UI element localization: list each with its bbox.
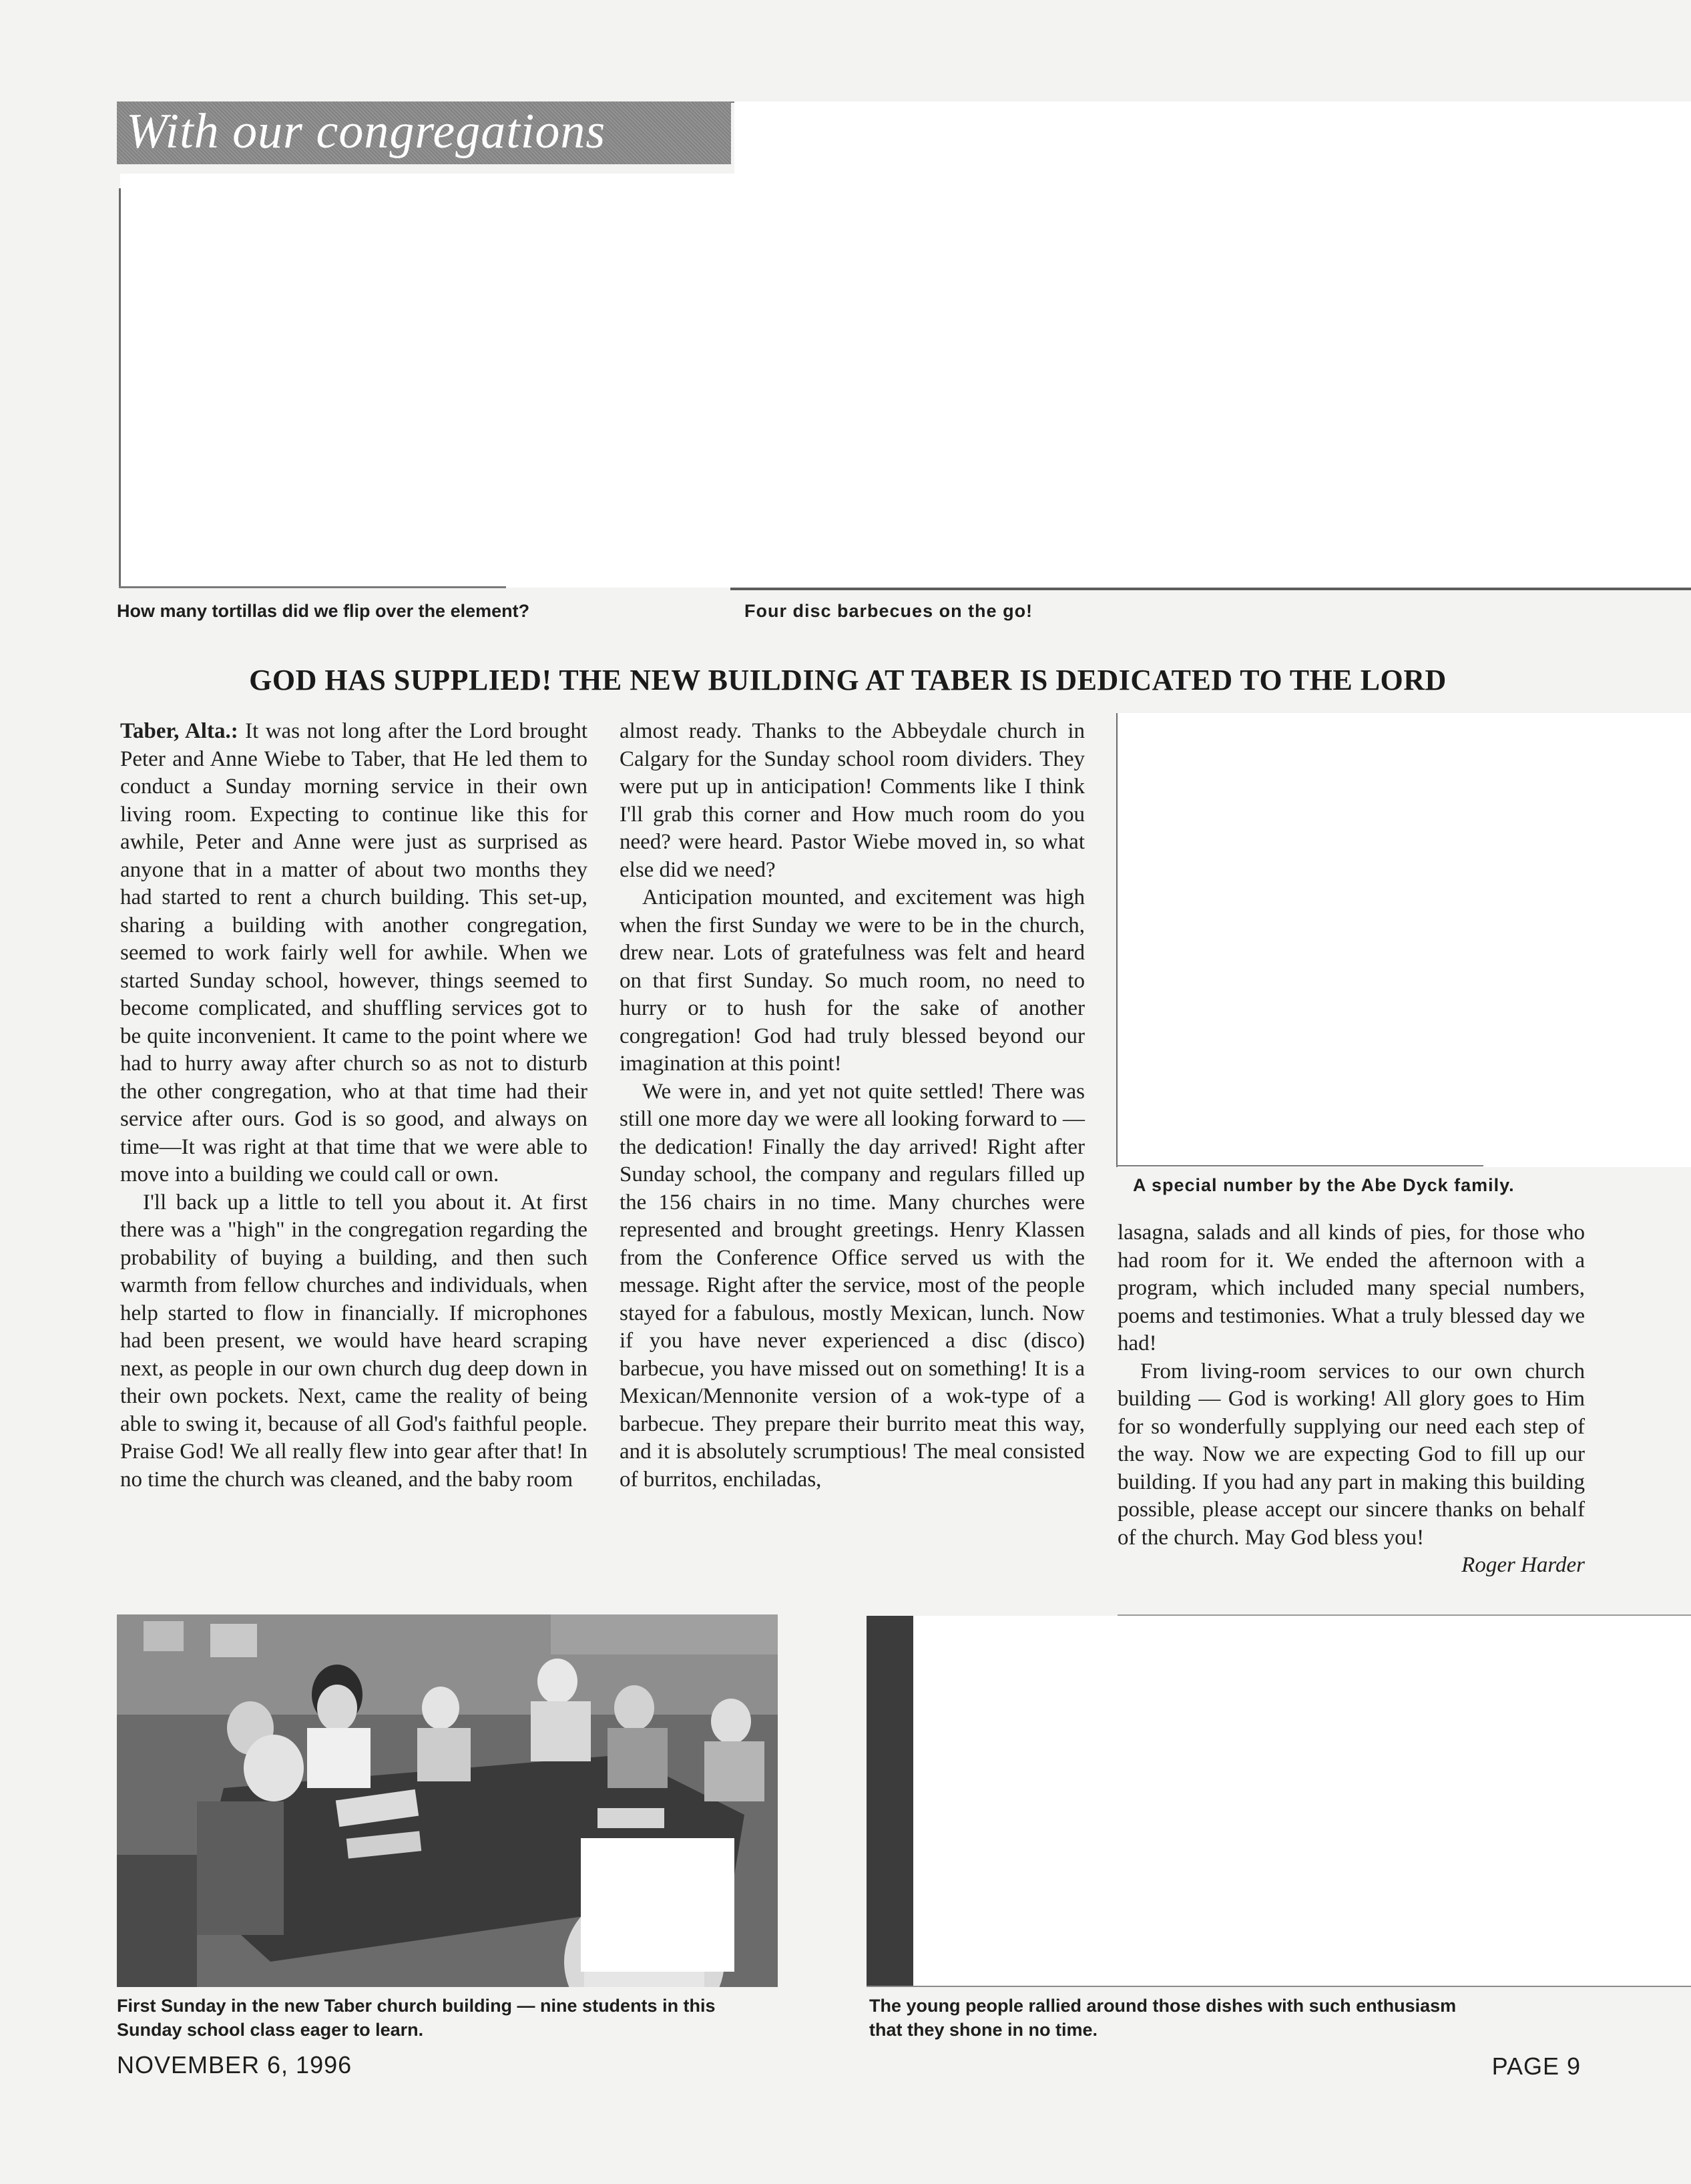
photo-disc-barbecues (734, 101, 1691, 588)
photo-sunday-school-class (117, 1614, 778, 1987)
photo-border-left (119, 188, 121, 588)
caption-sunday-school-class: First Sunday in the new Taber church building — nine students in this Sunday school class eager to learn. (117, 1996, 716, 2040)
article-paragraph: Taber, Alta.: It was not long after the Lord brought Peter and Anne Wiebe to Taber, that He led them to conduct a Sunday morning service in their own living room. Expecting to continue like this for awhile, Peter and Anne were just as surprised as anyone that in a matter of about two months they had started to rent a church building. This set-up, sharing a building with another congregation, seemed to work fairly well for awhile. When we started Sunday school, however, things seemed to become complicated, and shuffling services got to be quite inconvenient. It came to the point where we had to hurry away after church so as not to disturb the other congregation, who at that time had their service after ours. God is so good, and always on time—It was right at that time that we were able to move into a building we could call or own. (120, 719, 587, 1186)
photo-abe-dyck-family (1118, 713, 1691, 1167)
article-paragraph: From living-room services to our own church building — God is working! All glory goes to Him for so wonderfully supplying our need each step of the way. Now we are expecting God to fill up our building. If you had any part in making this building possible, please accept our sincere thanks on behalf of the church. May God bless you! (1118, 1359, 1585, 1550)
photo-border-bottom (1116, 1165, 1483, 1166)
issue-date: NOVEMBER 6, 1996 (117, 2051, 352, 2079)
article-paragraph: I'll back up a little to tell you about it. At first there was a "high" in the congregation regarding the probability of buying a building, and then such warmth from fellow churches and individuals, when help started to flow in financially. If microphones had been present, we would have heard scraping next, as people in our own church dug deep down in their own pockets. Next, came the reality of being able to swing it, because of all God's faithful people. Praise God! We all really flew into gear after that! In no time the church was cleaned, and the baby room (120, 1190, 587, 1492)
caption-disc-barbecues: Four disc barbecues on the go! (744, 601, 1033, 621)
article-paragraph: Anticipation mounted, and excitement was high when the first Sunday we were to be in the church, drew near. Lots of gratefulness was felt and heard on that first Sunday. So much room, no need to hurry or to hush for the sake of another congregation! God had truly blessed beyond our imagination at this point! (620, 885, 1085, 1076)
photo-border-bottom-right (730, 588, 1691, 590)
photo-young-people-dishes (867, 1616, 1691, 1987)
article-column-1 (120, 718, 587, 1494)
article-paragraph: almost ready. Thanks to the Abbeydale church in Calgary for the Sunday school room dividers. They were put up in anticipation! Comments like I think I'll grab this corner and How much room do you need? were heard. Pastor Wiebe moved in, so what else did we need? (620, 719, 1085, 882)
caption-tortillas: How many tortillas did we flip over the element? (117, 601, 530, 621)
photo-dark-strip (867, 1616, 913, 1987)
caption-young-people-dishes: The young people rallied around those dishes with such enthusiasm that they shone in no time. (869, 1996, 1457, 2040)
article-paragraph: We were in, and yet not quite settled! There was still one more day we were all looking forward to — the dedication! Finally the day arrived! Right after Sunday school, the company and regulars filled up the 156 chairs in no time. Many churches were represented and brought greetings. Henry Klassen from the Conference Office served us with the message. Right after the service, most of the people stayed for a fabulous, mostly Mexican, lunch. Now if you have never experienced a disc (disco) barbecue, you have missed out on something! It is a Mexican/Mennonite version of a wok-type of a barbecue. They prepare their burrito meat this way, and it is absolutely scrumptious! The meal consisted of burritos, enchiladas, (620, 1079, 1085, 1492)
photo-border-bottom-left (119, 586, 506, 588)
section-banner (117, 101, 731, 164)
photo-border-left (1116, 713, 1118, 1167)
article-signature: Roger Harder (1461, 1553, 1585, 1577)
section-title: With our congregations (126, 104, 606, 159)
photo-tortillas (120, 174, 734, 588)
photo-border-bottom (867, 1986, 1691, 1987)
caption-abe-dyck-family: A special number by the Abe Dyck family. (1133, 1175, 1515, 1195)
page-number: PAGE 9 (1491, 2052, 1581, 2080)
classroom-photo-illustration (117, 1614, 778, 1987)
article-column-3 (1118, 1219, 1585, 1580)
dateline: Taber, Alta.: (120, 719, 238, 743)
article-column-2 (620, 718, 1085, 1494)
article-headline: GOD HAS SUPPLIED! THE NEW BUILDING AT TABER IS DEDICATED TO THE LORD (249, 664, 1447, 696)
article-paragraph: lasagna, salads and all kinds of pies, for those who had room for it. We ended the afternoon with a program, which included many special numbers, poems and testimonies. What a truly blessed day we had! (1118, 1221, 1585, 1355)
